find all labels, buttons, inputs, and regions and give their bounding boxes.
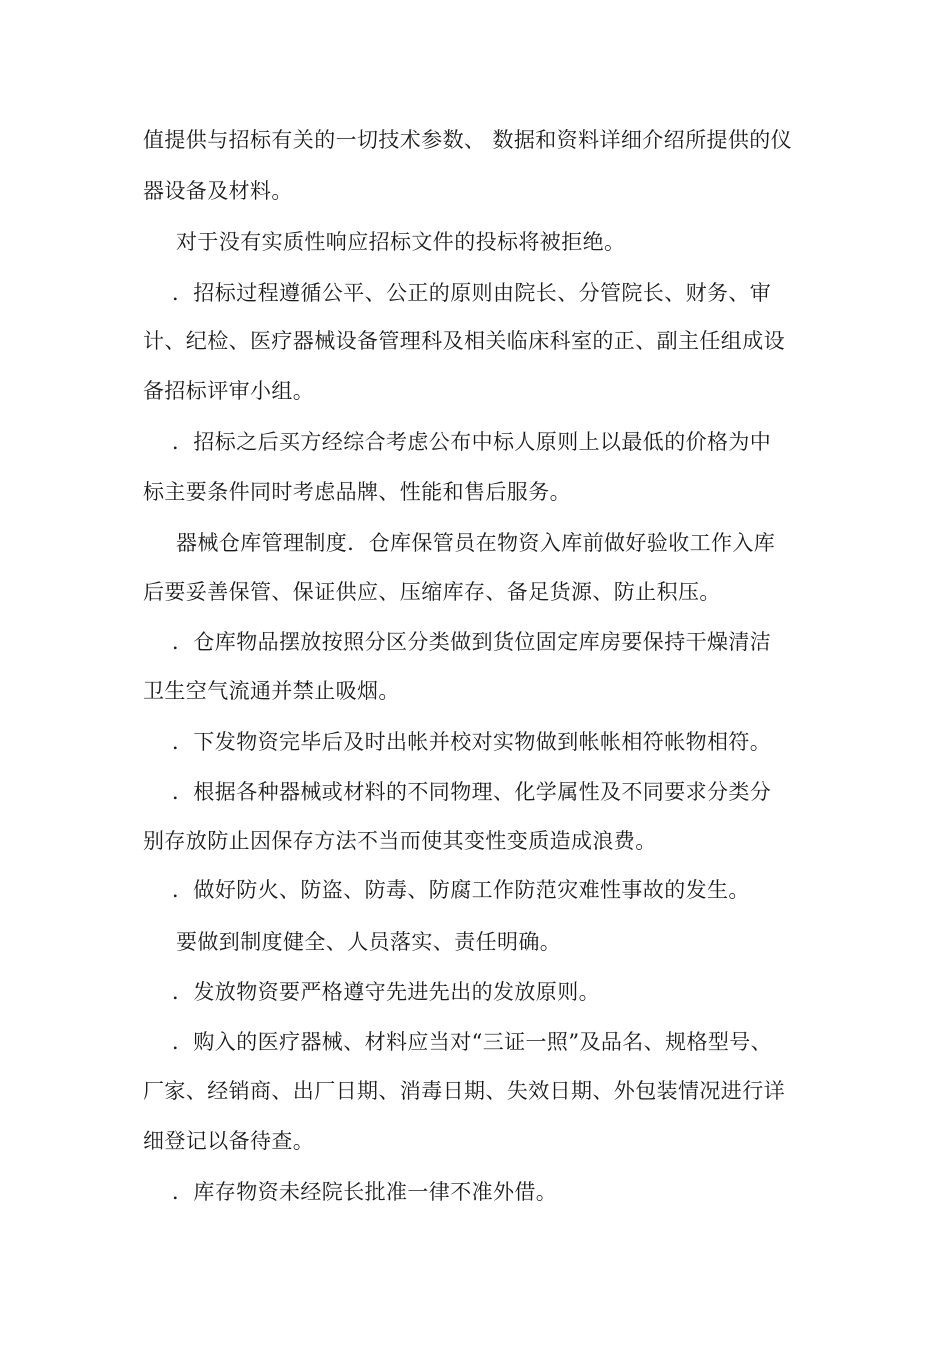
list-item-line: ．下发物资完毕后及时出帐并校对实物做到帐帐相符帐物相符。 [172, 730, 772, 754]
text-line: 厂家、经销商、出厂日期、消毒日期、失效日期、外包装情况进行详 [143, 1079, 785, 1103]
text-line: 值提供与招标有关的一切技术参数、 数据和资料详细介绍所提供的仪 [143, 128, 793, 152]
text-line: 器设备及材料。 [143, 179, 293, 203]
text-line: 计、纪检、医疗器械设备管理科及相关临床科室的正、副主任组成设 [143, 329, 785, 353]
paragraph-start-line: 器械仓库管理制度．仓库保管员在物资入库前做好验收工作入库 [176, 531, 776, 555]
list-item-line: ．库存物资未经院长批准一律不准外借。 [172, 1180, 558, 1204]
paragraph-start-line: 要做到制度健全、人员落实、责任明确。 [176, 930, 562, 954]
list-item-line: ．招标之后买方经综合考虑公布中标人原则上以最低的价格为中 [172, 430, 772, 454]
list-item-line: ．招标过程遵循公平、公正的原则由院长、分管院长、财务、审 [172, 281, 772, 305]
list-item-line: ．做好防火、防盗、防毒、防腐工作防范灾难性事故的发生。 [172, 878, 750, 902]
list-item-line: ．根据各种器械或材料的不同物理、化学属性及不同要求分类分 [172, 780, 772, 804]
text-line: 卫生空气流通并禁止吸烟。 [143, 679, 400, 703]
text-line: 别存放防止因保存方法不当而使其变性变质造成浪费。 [143, 829, 657, 853]
text-line: 后要妥善保管、保证供应、压缩库存、备足货源、防止积压。 [143, 580, 721, 604]
text-line: 细登记以备待查。 [143, 1129, 315, 1153]
list-item-line: ．发放物资要严格遵守先进先出的发放原则。 [172, 980, 600, 1004]
text-line: 备招标评审小组。 [143, 379, 315, 403]
text-line: 标主要条件同时考虑品牌、性能和售后服务。 [143, 480, 571, 504]
list-item-line: ．仓库物品摆放按照分区分类做到货位固定库房要保持干燥清洁 [172, 630, 772, 654]
list-item-line: ．购入的医疗器械、材料应当对“三证一照”及品名、规格型号、 [172, 1030, 773, 1054]
paragraph-start-line: 对于没有实质性响应招标文件的投标将被拒绝。 [176, 230, 626, 254]
